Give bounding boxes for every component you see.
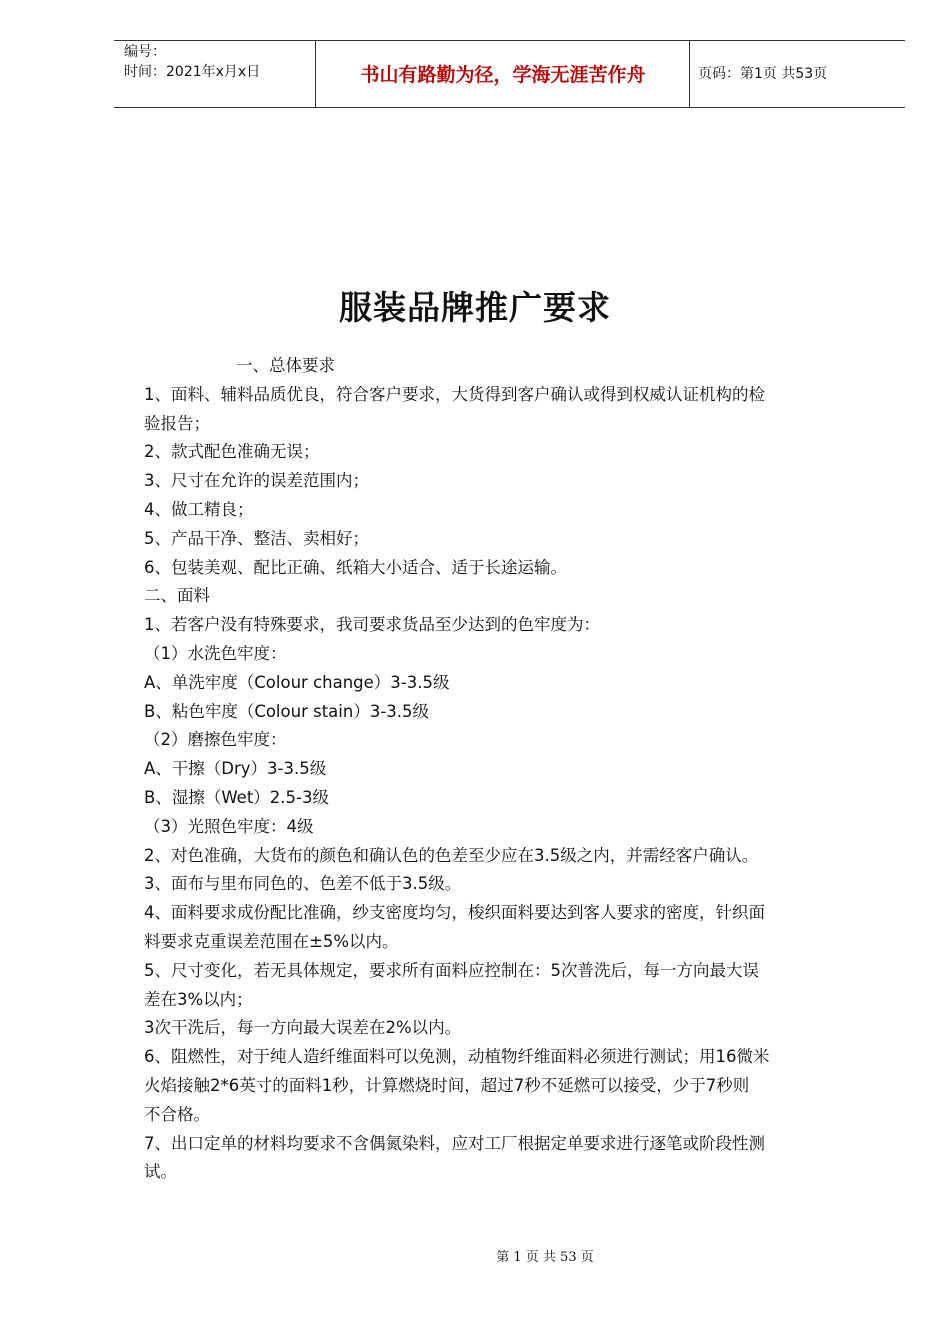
body-line: 5、尺寸变化，若无具体规定，要求所有面料应控制在：5次普洗后，每一方向最大误 <box>144 960 759 980</box>
body-line: B、湿擦（Wet）2.5-3级 <box>144 787 329 807</box>
document-number-label: 编号： <box>124 44 166 60</box>
body-line: B、粘色牢度（Colour stain）3-3.5级 <box>144 701 430 721</box>
header-bottom-rule <box>114 107 905 108</box>
header-page-info: 页码：第1页 共53页 <box>698 66 828 82</box>
body-line: 火焰接触2*6英寸的面料1秒，计算燃烧时间，超过7秒不延燃可以接受，少于7秒则 <box>144 1075 750 1095</box>
page-title: 服装品牌推广要求 <box>339 288 611 327</box>
header-divider-right <box>689 40 690 107</box>
body-line: 5、产品干净、整洁、卖相好； <box>144 528 369 548</box>
body-line: （2）磨擦色牢度： <box>144 730 287 750</box>
body-line: 3、尺寸在允许的误差范围内； <box>144 471 369 491</box>
body-line: 1、若客户没有特殊要求，我司要求货品至少达到的色牢度为： <box>144 615 600 635</box>
header-motto: 书山有路勤为径，学海无涯苦作舟 <box>360 64 646 86</box>
body-line: 4、面料要求成份配比准确，纱支密度均匀，梭织面料要达到客人要求的密度，针织面 <box>144 903 765 923</box>
footer-page-number: 第 1 页 共 53 页 <box>496 1250 594 1265</box>
body-line: 二、面料 <box>144 586 210 606</box>
document-date: 时间：2021年x月x日 <box>124 64 261 80</box>
body-line: 3次干洗后，每一方向最大误差在2%以内。 <box>144 1018 462 1038</box>
body-line: 2、款式配色准确无误； <box>144 442 320 462</box>
body-line: 试。 <box>144 1162 177 1182</box>
body-line: 验报告； <box>144 413 210 433</box>
header-divider-left <box>315 40 316 107</box>
body-line: 6、包装美观、配比正确、纸箱大小适合、适于长途运输。 <box>144 557 567 577</box>
body-line: 1、面料、辅料品质优良，符合客户要求，大货得到客户确认或得到权威认证机构的检 <box>144 384 765 404</box>
body-line: 4、做工精良； <box>144 499 254 519</box>
header-top-rule <box>114 40 905 41</box>
body-line: （1）水洗色牢度： <box>144 643 287 663</box>
body-line: 差在3%以内； <box>144 989 253 1009</box>
document-body <box>144 352 884 1187</box>
body-line: 2、对色准确，大货布的颜色和确认色的色差至少应在3.5级之内，并需经客户确认。 <box>144 845 759 865</box>
body-line: A、单洗牢度（Colour change）3-3.5级 <box>144 672 450 692</box>
body-line: 料要求克重误差范围在±5%以内。 <box>144 931 399 951</box>
body-line: 6、阻燃性，对于纯人造纤维面料可以免测，动植物纤维面料必须进行测试；用16微米 <box>144 1047 770 1067</box>
body-line: 不合格。 <box>144 1104 210 1124</box>
body-line: 一、总体要求 <box>236 356 335 375</box>
body-line: 3、面布与里布同色的、色差不低于3.5级。 <box>144 874 462 894</box>
body-line: 7、出口定单的材料均要求不含偶氮染料，应对工厂根据定单要求进行逐笔或阶段性测 <box>144 1133 765 1153</box>
body-line: A、干擦（Dry）3-3.5级 <box>144 759 327 779</box>
body-line: （3）光照色牢度：4级 <box>144 816 314 836</box>
